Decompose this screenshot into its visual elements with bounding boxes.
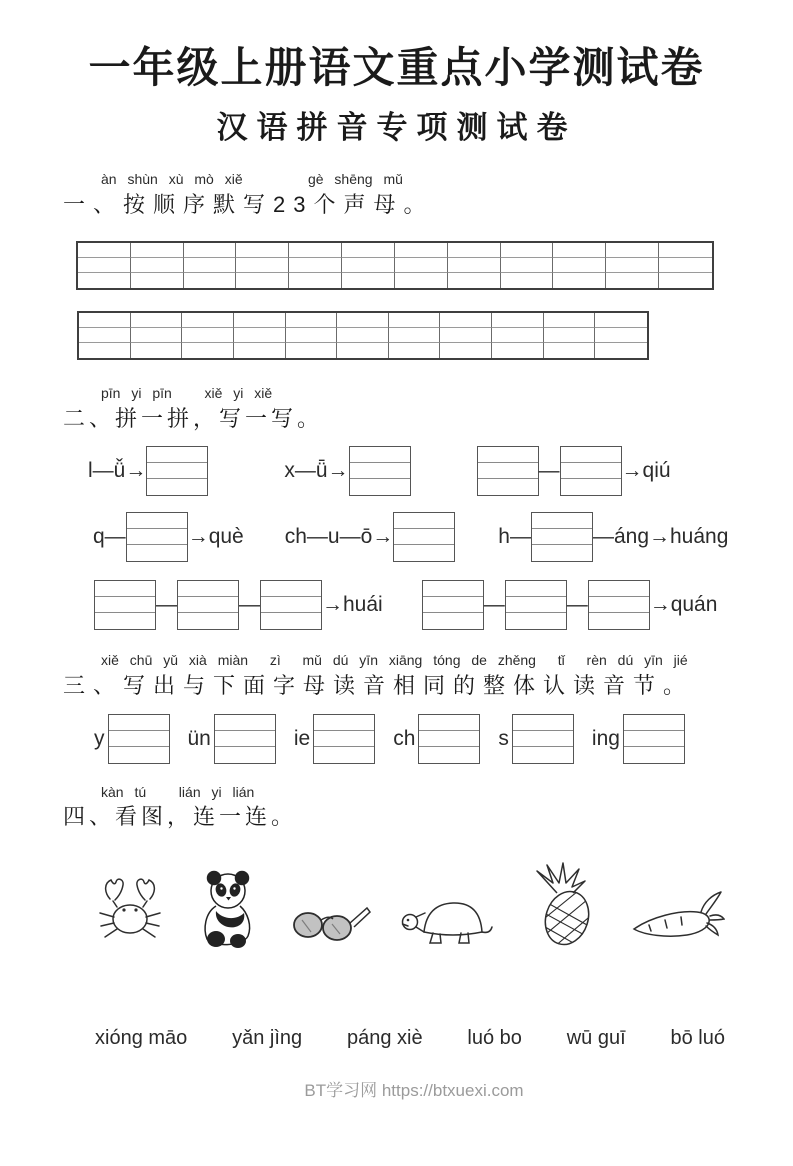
grid-cell — [131, 273, 184, 288]
grid-cell — [342, 243, 395, 258]
grid-cell — [544, 328, 596, 343]
pinyin-write-box-row — [215, 715, 275, 731]
grid-cell — [131, 258, 184, 273]
pinyin-write-box-row — [423, 597, 483, 613]
grid-cell — [448, 273, 501, 288]
grid-cell — [79, 343, 131, 358]
section3-heading: 三、写出与下面字母读音相同的整体认读音节。 — [63, 672, 694, 698]
grid-cell — [553, 243, 606, 258]
pinyin-write-box-row — [178, 581, 238, 597]
grid-cell — [389, 343, 441, 358]
spell-text: →què — [187, 525, 244, 549]
panda-image — [191, 866, 261, 951]
spell-item — [94, 580, 383, 630]
pinyin-write-box — [146, 446, 208, 496]
pinyin-write-box — [260, 580, 322, 630]
grid-cell — [182, 328, 234, 343]
pinyin-write-box — [588, 580, 650, 630]
grid-cell — [544, 343, 596, 358]
pinyin-write-box-row — [109, 747, 169, 763]
grid-cell — [553, 273, 606, 288]
pinyin-write-box-row — [513, 715, 573, 731]
spelling-row-3 — [63, 580, 733, 630]
pinyin-words-row — [95, 1027, 725, 1050]
pinyin-write-box-row — [147, 479, 207, 495]
spell-item — [88, 446, 208, 496]
grid-cell — [492, 343, 544, 358]
grid-cell — [184, 243, 237, 258]
grid-cell — [234, 343, 286, 358]
grid-cell — [182, 343, 234, 358]
pinyin-word: páng xiè — [346, 1026, 423, 1049]
spell-text: h— — [498, 525, 531, 549]
pinyin-write-box-row — [561, 463, 621, 479]
pinyin-write-box-row — [624, 747, 684, 763]
initials-grid-2 — [77, 311, 649, 360]
section-picture-matching — [63, 784, 733, 1050]
grid-cell — [286, 328, 338, 343]
syllable-item — [188, 714, 276, 764]
pinyin-write-box-row — [314, 731, 374, 747]
spell-item — [422, 580, 718, 630]
grid-cell — [337, 313, 389, 328]
pinyin-write-box-row — [394, 529, 454, 545]
grid-cell — [131, 243, 184, 258]
spell-text: x—ǖ→ — [284, 459, 349, 483]
grid-cell — [492, 313, 544, 328]
grid-cell — [440, 313, 492, 328]
pinyin-write-box-row — [127, 545, 187, 561]
worksheet-content — [0, 171, 793, 1100]
pinyin-write-box — [126, 512, 188, 562]
pinyin-write-box-row — [419, 731, 479, 747]
spell-text: q— — [93, 525, 126, 549]
grid-cell — [389, 328, 441, 343]
pinyin-write-box-row — [624, 731, 684, 747]
grid-cell — [501, 258, 554, 273]
section1-pinyin: àn shùn xù mò xiě gè shēng mǔ — [101, 171, 403, 188]
pinyin-write-box-row — [261, 613, 321, 629]
grid-cell — [501, 273, 554, 288]
grid-cell — [337, 328, 389, 343]
pinyin-write-box — [108, 714, 170, 764]
pinyin-write-box-row — [478, 463, 538, 479]
grid-cell — [389, 313, 441, 328]
grid-cell — [236, 273, 289, 288]
pinyin-write-box-row — [178, 597, 238, 613]
spell-text: →qiú — [621, 459, 671, 483]
pinyin-write-box-row — [419, 747, 479, 763]
pinyin-write-box-row — [350, 447, 410, 463]
grid-cell — [606, 243, 659, 258]
pinyin-write-box-row — [532, 513, 592, 529]
pinyin-word: yǎn jìng — [232, 1026, 303, 1049]
pinyin-write-box — [94, 580, 156, 630]
grid-cell — [78, 243, 131, 258]
grid-cell — [286, 313, 338, 328]
grid-cell — [492, 328, 544, 343]
grid-cell — [595, 343, 647, 358]
grid-cell — [289, 273, 342, 288]
grid-cell — [131, 328, 183, 343]
grid-cell — [659, 243, 712, 258]
section1-heading: 一、按顺序默写23个声母。 — [63, 191, 434, 217]
spell-text: →quán — [649, 593, 718, 617]
pinyin-write-box-row — [532, 529, 592, 545]
pinyin-write-box-row — [506, 581, 566, 597]
syllable-label: ing — [591, 726, 620, 750]
spell-text: — — [483, 593, 505, 617]
carrot-image — [631, 889, 725, 951]
grid-cell — [289, 258, 342, 273]
spell-text: — — [156, 593, 177, 617]
grid-cell — [286, 343, 338, 358]
section2-pinyin: pīn yi pīn xiě yi xiě — [101, 385, 273, 402]
grid-cell — [440, 343, 492, 358]
pinyin-write-box-row — [314, 747, 374, 763]
section3-pinyin: xiě chū yǔ xià miàn zì mǔ dú yīn xiāng tóng de zhěng tǐ rèn dú yīn jié — [101, 652, 688, 669]
pinyin-write-box-row — [394, 513, 454, 529]
section4-pinyin: kàn tú lián yi lián — [101, 783, 255, 800]
section2-heading: 二、拼一拼，写一写。 — [63, 405, 324, 431]
grid-cell — [79, 313, 131, 328]
grid-cell — [395, 273, 448, 288]
spell-text: — — [538, 459, 560, 483]
pinyin-write-box — [214, 714, 276, 764]
spell-item — [498, 512, 728, 562]
grid-cell — [184, 258, 237, 273]
grid-cell — [395, 243, 448, 258]
pinyin-write-box — [422, 580, 484, 630]
grid-cell — [448, 243, 501, 258]
spell-item — [93, 512, 244, 562]
pineapple-image — [523, 861, 605, 951]
pinyin-write-box — [477, 446, 539, 496]
pinyin-write-box — [177, 580, 239, 630]
grid-cell — [595, 328, 647, 343]
section4-heading: 四、看图，连一连。 — [63, 804, 298, 830]
syllable-item — [294, 714, 375, 764]
grid-cell — [131, 313, 183, 328]
spell-text: — — [566, 593, 588, 617]
section-whole-syllables — [63, 652, 733, 763]
spell-text: →huái — [322, 593, 383, 617]
worksheet-page — [0, 44, 793, 1166]
pinyin-write-box-row — [314, 715, 374, 731]
pinyin-write-box-row — [261, 597, 321, 613]
grid-cell — [544, 313, 596, 328]
pinyin-write-box-row — [513, 747, 573, 763]
crab-image — [95, 873, 165, 951]
grid-cell — [448, 258, 501, 273]
spell-text: l—ǚ→ — [88, 459, 147, 483]
syllable-item — [94, 714, 170, 764]
pinyin-word: luó bo — [467, 1026, 522, 1049]
pinyin-write-box-row — [127, 513, 187, 529]
spell-item — [285, 512, 456, 562]
pinyin-write-box-row — [215, 747, 275, 763]
syllable-label: s — [498, 726, 509, 750]
pinyin-write-box-row — [624, 715, 684, 731]
grid-cell — [78, 258, 131, 273]
syllable-label: ch — [393, 726, 416, 750]
pinyin-write-box-row — [261, 581, 321, 597]
pinyin-write-box — [560, 446, 622, 496]
spell-text: — — [239, 593, 260, 617]
initials-grid-1 — [76, 241, 714, 290]
pinyin-write-box — [531, 512, 593, 562]
pinyin-write-box-row — [532, 545, 592, 561]
spell-text: ch—u—ō→ — [284, 525, 394, 549]
grid-cell — [78, 273, 131, 288]
pictures-row — [95, 856, 725, 951]
pinyin-write-box-row — [147, 463, 207, 479]
pinyin-word: bō luó — [670, 1026, 725, 1049]
grid-cell — [440, 328, 492, 343]
pinyin-write-box-row — [506, 613, 566, 629]
page-title: 一年级上册语文重点小学测试卷 — [88, 44, 705, 91]
grid-cell — [182, 313, 234, 328]
pinyin-write-box-row — [215, 731, 275, 747]
syllable-item — [498, 714, 574, 764]
pinyin-write-box — [505, 580, 567, 630]
grid-cell — [553, 258, 606, 273]
turtle-image — [399, 889, 496, 951]
grid-cell — [184, 273, 237, 288]
pinyin-write-box-row — [478, 447, 538, 463]
grid-cell — [595, 313, 647, 328]
pinyin-write-box-row — [513, 731, 573, 747]
pinyin-write-box-row — [561, 447, 621, 463]
pinyin-write-box — [623, 714, 685, 764]
pinyin-write-box-row — [127, 529, 187, 545]
page-subtitle: 汉语拼音专项测试卷 — [216, 110, 577, 146]
pinyin-word: wū guī — [566, 1026, 626, 1049]
grid-cell — [234, 313, 286, 328]
pinyin-write-box-row — [95, 581, 155, 597]
pinyin-word: xióng māo — [95, 1026, 188, 1049]
pinyin-write-box-row — [423, 613, 483, 629]
pinyin-write-box — [349, 446, 411, 496]
grid-cell — [337, 343, 389, 358]
pinyin-write-box-row — [109, 715, 169, 731]
pinyin-write-box-row — [478, 479, 538, 495]
grid-cell — [342, 258, 395, 273]
pinyin-write-box-row — [589, 613, 649, 629]
grid-cell — [131, 343, 183, 358]
spell-item — [284, 446, 410, 496]
pinyin-write-box-row — [506, 597, 566, 613]
section-spelling — [63, 385, 733, 630]
grid-cell — [606, 273, 659, 288]
spell-text: —áng→huáng — [592, 525, 729, 549]
spell-item — [477, 446, 671, 496]
syllable-item — [393, 714, 480, 764]
grid-cell — [659, 273, 712, 288]
grid-cell — [501, 243, 554, 258]
grid-cell — [342, 273, 395, 288]
pinyin-write-box-row — [109, 731, 169, 747]
syllable-label: y — [94, 726, 105, 750]
spelling-row-2 — [63, 512, 733, 562]
pinyin-write-box-row — [589, 581, 649, 597]
syllable-item — [592, 714, 685, 764]
pinyin-write-box-row — [561, 479, 621, 495]
pinyin-write-box-row — [95, 597, 155, 613]
section-initials — [63, 171, 733, 360]
glasses-image — [288, 896, 373, 951]
pinyin-write-box-row — [350, 463, 410, 479]
footer-credit: BT学习网 https://btxuexi.com — [304, 1080, 524, 1100]
syllable-label: ün — [187, 726, 211, 750]
pinyin-write-box-row — [147, 447, 207, 463]
syllable-label: ie — [293, 726, 311, 750]
pinyin-write-box — [393, 512, 455, 562]
grid-cell — [234, 328, 286, 343]
grid-cell — [395, 258, 448, 273]
pinyin-write-box — [313, 714, 375, 764]
pinyin-write-box-row — [350, 479, 410, 495]
grid-cell — [606, 258, 659, 273]
grid-cell — [236, 243, 289, 258]
pinyin-write-box-row — [423, 581, 483, 597]
pinyin-write-box-row — [419, 715, 479, 731]
pinyin-write-box-row — [178, 613, 238, 629]
grid-cell — [659, 258, 712, 273]
grid-cell — [79, 328, 131, 343]
grid-cell — [289, 243, 342, 258]
pinyin-write-box-row — [95, 613, 155, 629]
pinyin-write-box — [418, 714, 480, 764]
spelling-row-1 — [63, 446, 733, 496]
pinyin-write-box-row — [589, 597, 649, 613]
pinyin-write-box — [512, 714, 574, 764]
pinyin-write-box-row — [394, 545, 454, 561]
syllables-row — [94, 714, 733, 764]
grid-cell — [236, 258, 289, 273]
